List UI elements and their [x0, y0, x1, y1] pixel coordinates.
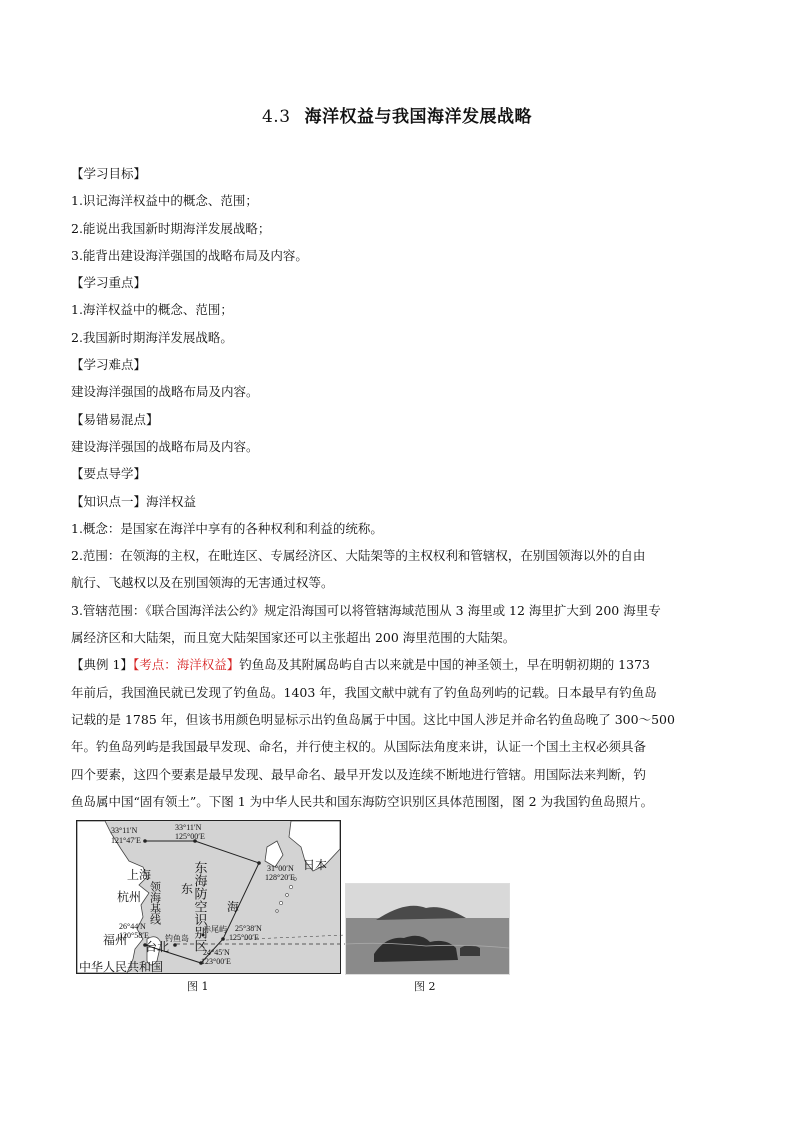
example-line: 鱼岛属中国“固有领土”。下图 1 为中华人民共和国东海防空识别区具体范围图，图 2 为我国钓鱼岛照片。 [71, 793, 654, 809]
coord-label: 121°47′E [111, 836, 141, 845]
place-label: 上海 [127, 868, 152, 882]
document-body [71, 160, 731, 815]
coord-label: 120°58′E [119, 931, 149, 940]
photo-graphic [346, 884, 509, 974]
text-line: 【学习难点】 [71, 357, 147, 373]
example-line: 四个要素，这四个要素是最早发现、最早命名、最早开发以及连续不断地进行管辖。用国际法来判断，钓 [71, 766, 647, 782]
baseline-label: 领海基线 [148, 881, 162, 925]
section-number: 4.3 [261, 107, 291, 127]
text-line: 建设海洋强国的战略布局及内容。 [71, 438, 259, 454]
coord-label: 123°00′E [201, 957, 231, 966]
coord-label: 25°38′N [235, 924, 262, 933]
diaoyu-label: 钓鱼岛 [165, 934, 189, 943]
place-label: 台北 [145, 940, 170, 954]
text-line: 1.海洋权益中的概念、范围； [71, 302, 233, 318]
example-line: 年。钓鱼岛列屿是我国最早发现、命名，并行使主权的。从国际法角度来讲，认证一个国土主权必须具备 [71, 739, 647, 755]
chiwei-label: 赤尾屿 [203, 925, 227, 934]
text-line: 建设海洋强国的战略布局及内容。 [71, 384, 259, 400]
exam-point-tag: 【考点：海洋权益】 [132, 657, 240, 673]
figure-1-caption: 图 1 [187, 980, 209, 993]
coord-label: 33°11′N [175, 823, 202, 832]
diaoyu-island-photo [345, 883, 510, 975]
text-line: 3.管辖范围：《联合国海洋法公约》规定沿海国可以将管辖海域范围从 3 海里或 12 海里扩大到 200 海里专 [71, 602, 661, 618]
text-line: 1.概念：是国家在海洋中享有的各种权利和利益的统称。 [71, 520, 383, 536]
place-label: 东 [181, 882, 194, 896]
place-label: 中华人民共和国 [79, 960, 164, 973]
coord-label: 26°44′N [119, 922, 146, 931]
place-label: 杭州 [117, 890, 142, 904]
coord-label: 33°11′N [111, 826, 138, 835]
text-line: 2.我国新时期海洋发展战略。 [71, 329, 233, 345]
text-line: 3.能背出建设海洋强国的战略布局及内容。 [71, 247, 308, 263]
example-text: 钓鱼岛及其附属岛屿自古以来就是中国的神圣领土，早在明朝初期的 1373 [239, 657, 650, 673]
zone-label: 东海防空识别区 [191, 861, 207, 952]
figure-2-caption: 图 2 [414, 980, 436, 993]
text-line: 属经济区和大陆架，而且宽大陆架国家还可以主张超出 200 海里范围的大陆架。 [71, 630, 516, 646]
example-line: 记载的是 1785 年，但该书用颜色明显标示出钓鱼岛属于中国。这比中国人涉足并命名钓鱼岛晚了 300～500 [71, 711, 675, 727]
title-text: 海洋权益与我国海洋发展战略 [304, 107, 533, 127]
text-line: 2.范围：在领海的主权，在毗连区、专属经济区、大陆架等的主权权利和管辖权，在别国领海以外的自由 [71, 548, 646, 564]
coord-label: 125°00′E [229, 933, 259, 942]
figures [76, 820, 516, 995]
place-label: 海 [227, 900, 240, 914]
coord-label: 128°20′E [265, 873, 295, 882]
text-line: 【易错易混点】 [71, 411, 159, 427]
page-title [0, 102, 794, 127]
example-line [71, 651, 731, 678]
coord-label: 125°00′E [175, 832, 205, 841]
text-line: 【学习重点】 [71, 275, 147, 291]
example-label: 【典例 1】 [71, 657, 133, 673]
text-line: 1.识记海洋权益中的概念、范围； [71, 193, 258, 209]
coord-label: 24°45′N [203, 948, 230, 957]
text-line: 【知识点一】海洋权益 [71, 493, 197, 509]
text-line: 航行、飞越权以及在别国领海的无害通过权等。 [71, 575, 334, 591]
place-label: 日本 [303, 858, 328, 872]
coord-label: 31°00′N [267, 864, 294, 873]
text-line: 【学习目标】 [71, 166, 147, 181]
example-line: 年前后，我国渔民就已发现了钓鱼岛。1403 年，我国文献中就有了钓鱼岛列屿的记载。日本最早有钓鱼岛 [71, 684, 657, 700]
text-line: 2.能说出我国新时期海洋发展战略； [71, 220, 271, 236]
place-label: 福州 [103, 933, 128, 947]
text-line: 【要点导学】 [71, 466, 147, 482]
